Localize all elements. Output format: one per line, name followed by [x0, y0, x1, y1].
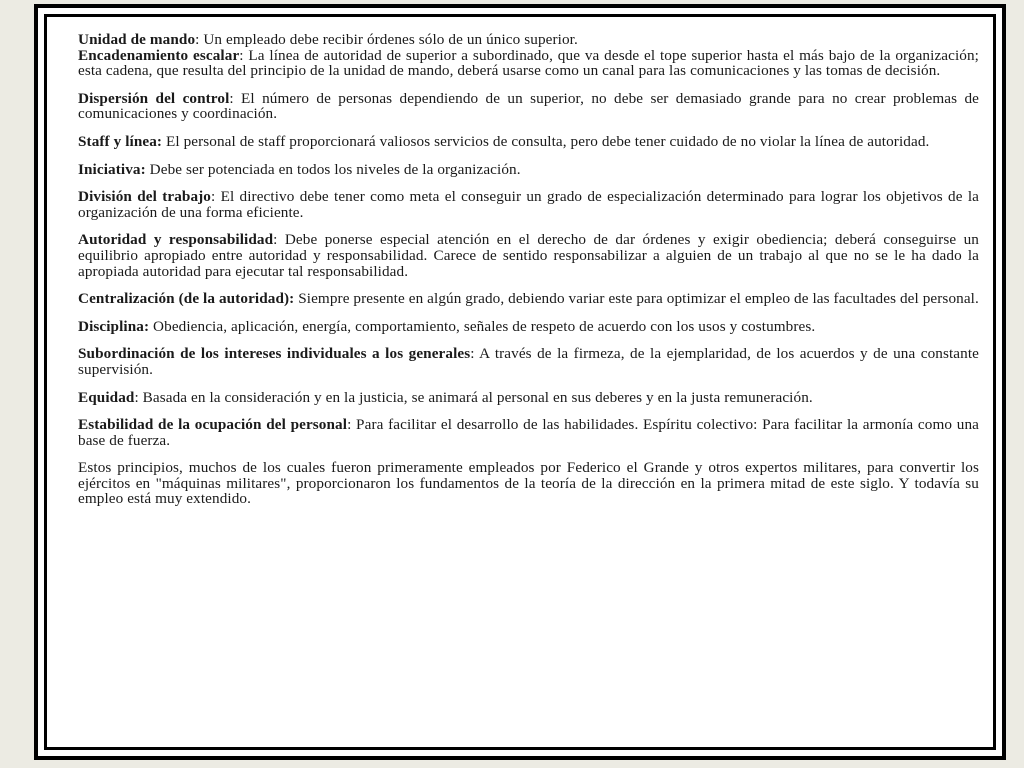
principle-term: Unidad de mando	[78, 31, 196, 48]
principle-staff-y-linea	[78, 134, 979, 150]
principle-term: Centralización (de la autoridad):	[78, 290, 295, 308]
principle-estabilidad	[78, 417, 979, 448]
principle-centralizacion	[78, 291, 979, 307]
principle-text: Debe ser potenciada en todos los niveles de la organización.	[145, 160, 521, 178]
principle-text: Siempre presente en algún grado, debiendo variar este para optimizar el empleo de las facultades del personal.	[294, 290, 979, 308]
principle-text: Obediencia, aplicación, energía, comportamiento, señales de respeto de acuerdo con los usos y costumbres.	[149, 317, 816, 335]
principle-text: : La línea de autoridad de superior a subordinado, que va desde el tope superior hasta el más bajo de la organización; esta cadena, que resulta del principio de la unidad de mando, deberá usarse como un canal para las comunicaciones y las tomas de decisión.	[78, 46, 979, 80]
principle-division-del-trabajo	[78, 189, 979, 220]
principle-unidad-de-mando	[78, 32, 979, 48]
principle-text: : A través de la firmeza, de la ejemplaridad, de los acuerdos y de una constante supervisión.	[78, 345, 979, 378]
principle-term: Dispersión del control	[78, 89, 230, 107]
principle-disciplina	[78, 319, 979, 335]
principle-iniciativa	[78, 162, 979, 178]
principle-encadenamiento-escalar	[78, 48, 979, 79]
principle-term: Iniciativa:	[78, 160, 146, 178]
principle-text: El personal de staff proporcionará valiosos servicios de consulta, pero debe tener cuidado de no violar la línea de autoridad.	[162, 132, 930, 150]
principle-dispersion-del-control	[78, 91, 979, 122]
principle-text: : Basada en la consideración y en la justicia, se animará al personal en sus deberes y en la justa remuneración.	[134, 388, 813, 406]
principle-term: Disciplina:	[78, 317, 150, 335]
document-frame	[34, 4, 1006, 760]
principle-text: : El número de personas dependiendo de un superior, no debe ser demasiado grande para no crear problemas de comunicaciones y coordinación.	[78, 89, 979, 123]
principle-term: Estabilidad de la ocupación del personal	[78, 416, 348, 434]
principle-term: Subordinación de los intereses individuales a los generales	[78, 345, 471, 363]
principle-term: Encadenamiento escalar	[78, 46, 240, 64]
closing-paragraph	[78, 460, 979, 507]
principle-term: Equidad	[78, 388, 135, 406]
principle-text: : El directivo debe tener como meta el conseguir un grado de especialización determinado para lograr los objetivos de la organización de una forma eficiente.	[78, 188, 979, 221]
principle-text: : Un empleado debe recibir órdenes sólo de un único superior.	[195, 31, 578, 48]
principle-term: Autoridad y responsabilidad	[78, 231, 274, 249]
principle-text: : Para facilitar el desarrollo de las habilidades. Espíritu colectivo: Para facilitar la armonía como una base de fuerza.	[78, 416, 979, 449]
closing-text: Estos principios, muchos de los cuales fueron primeramente empleados por Federico el Grande y otros expertos militares, para convertir los ejércitos en "máquinas militares", proporcionaron los fundamentos de la teoría de la dirección en la primera mitad de este siglo. Y todavía su empleo está muy extendido.	[78, 459, 979, 508]
principle-term: Staff y línea:	[78, 132, 163, 150]
principle-subordinacion	[78, 346, 979, 377]
principle-text: : Debe ponerse especial atención en el derecho de dar órdenes y exigir obediencia; deberá conseguirse un equilibrio apropiado entre autoridad y responsabilidad. Carece de sentido responsabilizar a alguien de un trabajo al que no se le ha dado la apropiada autoridad para ejecutar tal responsabilidad.	[78, 231, 979, 280]
document-body	[44, 14, 996, 750]
principle-autoridad-y-responsabilidad	[78, 232, 979, 279]
principle-equidad	[78, 390, 979, 406]
principle-term: División del trabajo	[78, 188, 211, 206]
